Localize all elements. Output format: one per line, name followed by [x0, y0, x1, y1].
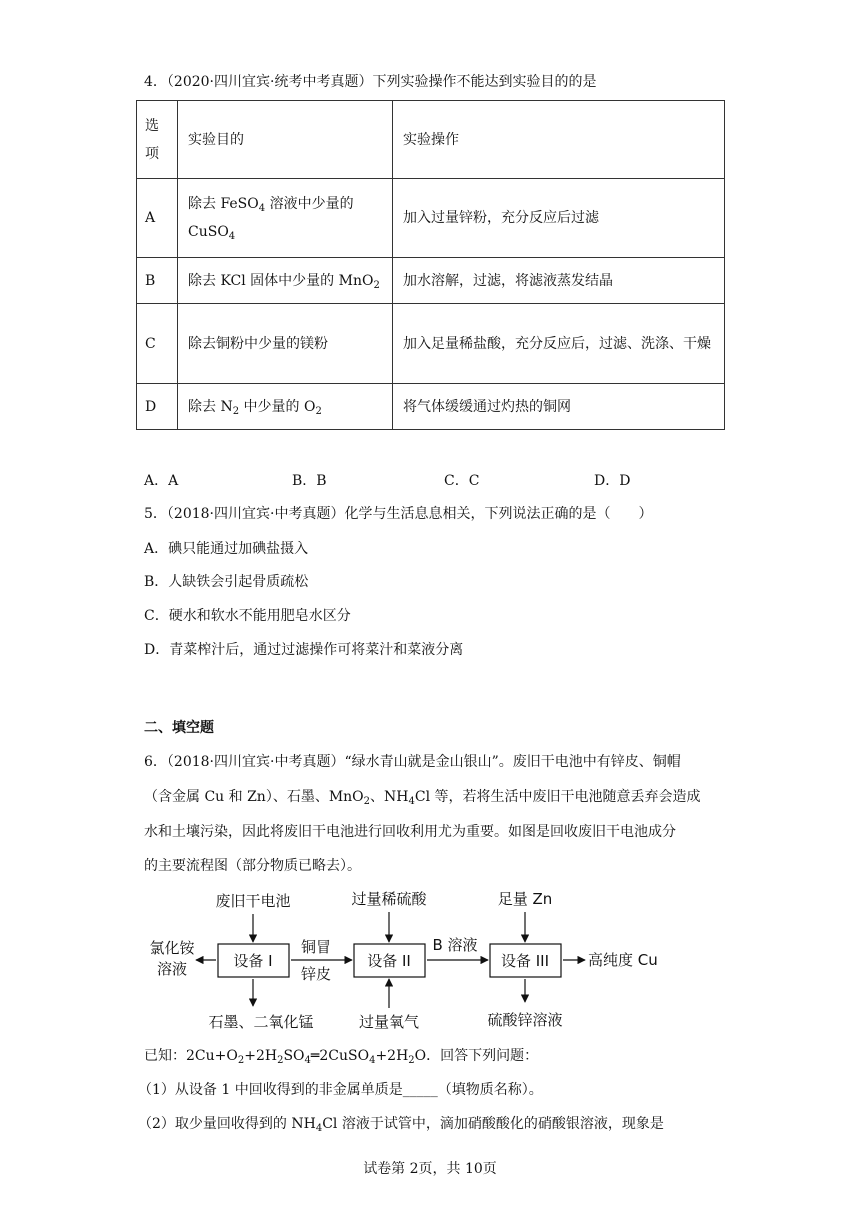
- q5-option-d[interactable]: D．青菜榨汁后，通过过滤操作可将菜汁和菜液分离: [144, 642, 464, 658]
- q4-stem-line: [144, 72, 596, 92]
- q6-line-4: 的主要流程图（部分物质已略去）。: [144, 858, 361, 874]
- b-solution-label: B 溶液: [432, 936, 478, 954]
- row-option: B: [137, 258, 178, 304]
- table-row: [137, 304, 725, 384]
- row-option: C: [137, 304, 178, 384]
- q5-option-a[interactable]: A．碘只能通过加碘盐摄入: [144, 541, 309, 557]
- table-row: [137, 179, 725, 258]
- row-purpose: 除去 FeSO$_4$ 溶液中少量的 CuSO$_4$: [178, 179, 393, 258]
- input-oxygen: 过量氧气: [358, 1013, 420, 1031]
- q5-source: （2018·四川宜宾·中考真题）: [166, 506, 345, 522]
- table-row: [137, 384, 725, 430]
- out-high-purity-cu: 高纯度 Cu: [588, 951, 658, 969]
- q5-stem: 化学与生活息息相关，下列说法正确的是（ ）: [344, 506, 653, 522]
- header-option: 选项: [137, 101, 178, 179]
- input-zinc: 足量 Zn: [497, 890, 553, 908]
- device2-label: 设备 II: [367, 952, 411, 970]
- row-purpose: 除去 $N_2$ 中少量的 $O_2$: [178, 384, 393, 430]
- row-option: A: [137, 179, 178, 258]
- section-title: 二、填空题: [144, 720, 214, 736]
- row-purpose: 除去铜粉中少量的镁粉: [178, 304, 393, 384]
- out-graphite-mno2: 石墨、二氧化锰: [208, 1013, 314, 1031]
- q4-options-table: [136, 100, 725, 430]
- choice-b[interactable]: B．B: [292, 473, 327, 489]
- input-sulfuric-acid: 过量稀硫酸: [351, 890, 427, 908]
- choice-c[interactable]: C．C: [444, 473, 480, 489]
- row-operation: 加水溶解，过滤，将滤液蒸发结晶: [393, 258, 725, 304]
- q4-number: 4．: [144, 74, 167, 90]
- q6-number: 6．: [144, 754, 167, 770]
- out-zinc-sulfate: 硫酸锌溶液: [487, 1011, 563, 1029]
- q5-stem-line: [144, 504, 652, 524]
- q6-known-equation: 已知：$2Cu+O_2+2H_2SO_4═2CuSO_4+2H_2O$．回答下列问题：: [144, 1048, 539, 1066]
- q6-source: （2018·四川宜宾·中考真题）: [166, 754, 345, 770]
- q6-line-2: （含金属 Cu 和 Zn）、石墨、MnO$_2$、$NH_4Cl$ 等，若将生活中废旧干电池随意丢弃会造成: [144, 789, 701, 807]
- row-operation: 将气体缓缓通过灼热的铜网: [393, 384, 725, 430]
- choice-d[interactable]: D．D: [594, 473, 631, 489]
- table-row: [137, 258, 725, 304]
- q5-number: 5．: [144, 506, 167, 522]
- q6-line-1: 6．（2018·四川宜宾·中考真题）“绿水青山就是金山银山”。废旧干电池中有锌皮、铜帽: [144, 754, 681, 770]
- q4-choices: [144, 470, 664, 490]
- header-purpose: 实验目的: [178, 101, 393, 179]
- mid-label-zinc-skin: 锌皮: [300, 965, 332, 983]
- out-ammonium-chloride-2: 溶液: [156, 960, 188, 978]
- input-battery: 废旧干电池: [215, 892, 291, 910]
- q6-line-3: 水和土壤污染，因此将废旧干电池进行回收利用尤为重要。如图是回收废旧干电池成分: [144, 824, 676, 840]
- row-option: D: [137, 384, 178, 430]
- flow-diagram: [0, 880, 860, 1040]
- choice-a[interactable]: A．A: [144, 473, 179, 489]
- device1-label: 设备 I: [233, 952, 273, 970]
- q5-option-c[interactable]: C．硬水和软水不能用肥皂水区分: [144, 608, 351, 624]
- device3-label: 设备 III: [500, 952, 550, 970]
- page-footer: 试卷第 2页，共 10页: [363, 1161, 497, 1177]
- header-operation: 实验操作: [393, 101, 725, 179]
- q6-sub2: （2）取少量回收得到的 $NH_4Cl$ 溶液于试管中，滴加硝酸酸化的硝酸银溶液，现象是: [138, 1116, 664, 1134]
- row-operation: 加入足量稀盐酸，充分反应后，过滤、洗涤、干燥: [393, 304, 725, 384]
- row-operation: 加入过量锌粉，充分反应后过滤: [393, 179, 725, 258]
- table-header-row: [137, 101, 725, 179]
- out-ammonium-chloride-1: 氯化铵: [149, 939, 195, 957]
- q4-stem: 下列实验操作不能达到实验目的的是: [372, 74, 597, 90]
- q5-option-b[interactable]: B．人缺铁会引起骨质疏松: [144, 574, 309, 590]
- q6-sub1: （1）从设备 1 中回收得到的非金属单质是_____（填物质名称）。: [138, 1082, 543, 1098]
- mid-label-cap: 铜冒: [300, 938, 332, 956]
- row-purpose: 除去 KCl 固体中少量的 MnO$_2$: [178, 258, 393, 304]
- q4-source: （2020·四川宜宾·统考中考真题）: [166, 74, 373, 90]
